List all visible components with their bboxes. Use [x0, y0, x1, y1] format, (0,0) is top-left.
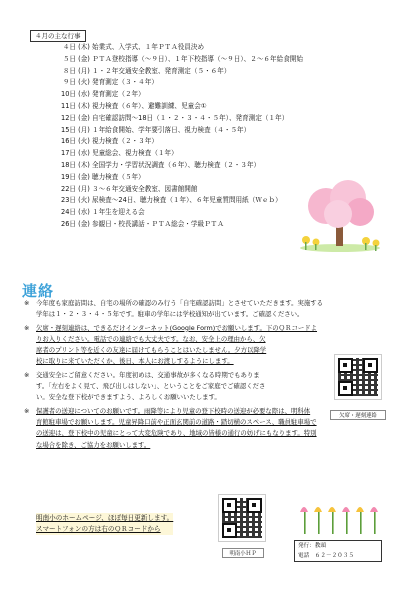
event-text: 全国学力・学習状況調査（６年）、聴力検査（２・３年） [92, 160, 261, 169]
event-date: ８日 [62, 66, 76, 75]
event-date: ９日 [62, 78, 76, 87]
homepage-qr-caption: 明南小ＨＰ [222, 548, 264, 558]
notice-line: 保護者の送迎についてのお願いです。雨降等により児童の登下校時の送迎が必要な際は、明科体 [36, 406, 311, 415]
event-date: 12日 [61, 113, 76, 122]
event-row [46, 89, 336, 101]
cherry-tree-illustration [296, 180, 384, 252]
event-weekday: (木) [78, 101, 90, 110]
event-weekday: (月) [78, 184, 90, 193]
event-date: ４日 [62, 43, 76, 51]
notice-mark: ※ [24, 370, 30, 379]
event-date: 17日 [61, 149, 76, 158]
absence-qr-caption: 欠席・遅刻連絡 [330, 410, 386, 420]
event-text: 尿検査～24日、聴力検査（１年）、６年児童質問用紙（Ｗｅｂ） [92, 196, 282, 205]
event-date: 22日 [61, 184, 76, 193]
event-date: 19日 [61, 172, 76, 181]
event-date: 11日 [61, 101, 76, 110]
event-date: 24日 [61, 208, 76, 217]
event-date: 10日 [61, 90, 76, 99]
event-date: 16日 [61, 137, 76, 146]
contact-issuer: 発行：教頭 [298, 543, 326, 549]
event-text: ＰＴＡ登校指導（～９日）、１年下校指導（～９日）、２～６年給食開始 [92, 54, 303, 63]
event-weekday: (金) [78, 172, 90, 181]
event-date: 18日 [61, 160, 76, 169]
notice-line: 校に取りに来ていただくか、後日、本人にお渡しするようにします。 [36, 357, 234, 366]
event-weekday: (水) [78, 149, 90, 158]
event-row [46, 77, 336, 89]
notice-mark: ※ [24, 406, 30, 415]
event-row [46, 160, 336, 172]
event-weekday: (金) [78, 113, 90, 122]
homepage-notice [36, 513, 173, 535]
events-list [46, 42, 336, 231]
notice-mark: ※ [24, 323, 30, 332]
event-weekday: (月) [78, 125, 90, 134]
event-text: １年生を迎える会 [92, 208, 145, 217]
notice-line: の送迎は、登下校中の児童にとって大変危険であり、地域の皆様の通行の妨げにもなります。特別 [36, 429, 317, 438]
event-row [46, 101, 336, 113]
event-weekday: (金) [78, 219, 90, 228]
event-row [46, 136, 336, 148]
event-row [46, 42, 336, 54]
event-text: 参観日・校長講話・ＰＴＡ総会・学級ＰＴＡ [92, 219, 224, 228]
event-text: ３～６年交通安全教室、図書館開館 [92, 184, 198, 193]
notice-line: 今年度も家庭訪問は、自宅の場所の確認のみ行う「自宅確認訪問」とさせていただきます。実施する [36, 299, 324, 307]
event-row [46, 172, 336, 184]
event-weekday: (金) [78, 54, 90, 63]
event-row [46, 207, 336, 219]
notice-line: 育館駐車場でお願いします。児童昇降口前や正面玄関前の道路・踏切横のスペース、職員駐車場で [36, 417, 317, 426]
event-text: 視力検査（６年）、避難訓練、児童会① [92, 101, 207, 110]
event-weekday: (水) [78, 208, 90, 217]
event-text: 聴力検査（５年） [92, 172, 145, 181]
event-weekday: (水) [78, 90, 90, 99]
event-row [46, 148, 336, 160]
homepage-qr-code[interactable] [218, 494, 266, 542]
contact-phone: 電話 ６２－２０３５ [298, 553, 354, 559]
event-row [46, 54, 336, 66]
notice-item [24, 298, 388, 321]
event-date: 26日 [61, 219, 76, 228]
event-row [46, 113, 336, 125]
event-weekday: (月) [78, 66, 90, 75]
event-date: 15日 [61, 125, 76, 134]
event-text: 発育測定（３・４年） [92, 78, 158, 87]
event-text: １年給食開始、学年要引落日、視力検査（４・５年） [92, 125, 251, 134]
event-text: 視力検査（２・３年） [92, 137, 158, 146]
absence-qr-code[interactable] [334, 354, 382, 400]
event-weekday: (火) [78, 137, 90, 146]
event-date: 23日 [61, 196, 76, 205]
notice-line: 席者のプリント等を近くの友達に届けてもらうことはいたしません。夕方以降学 [36, 346, 267, 355]
notice-line: りお入りください。電話での連絡でも大丈夫です。なお、安全上の理由から、欠 [36, 334, 266, 343]
notice-line: 交通安全にご留意ください。年度初めは、交通事故が多くなる時期でもありま [36, 370, 260, 379]
event-weekday: (木) [78, 160, 90, 169]
contact-box [294, 540, 382, 562]
event-weekday: (木) [78, 43, 90, 51]
notice-line: 欠席・遅刻連絡は、できるだけインターネット(Google Form)でお願いします。下のＱＲコードよ [36, 323, 318, 332]
event-text: 始業式、入学式、１年ＰＴＡ役員決め [92, 43, 205, 51]
event-date: ５日 [62, 54, 76, 63]
events-section-label: ４月の主な行事 [30, 30, 86, 42]
event-text: 自宅確認訪問～18日（１・２・３・４・５年）、発育測定（１年） [92, 113, 289, 122]
notice-line: い。安全な登下校ができますよう、よろしくお願いいたします。 [36, 393, 221, 402]
notice-mark: ※ [24, 299, 30, 307]
event-text: 発育測定（２年） [92, 90, 145, 99]
event-row [46, 184, 336, 196]
notice-line: な場合を除き、ご協力をお願いします。 [36, 440, 151, 449]
homepage-notice-line-2: スマートフォンの方は右のＱＲコードから [36, 525, 161, 533]
notices-heading: 連絡 [22, 282, 55, 300]
event-text: １・２年交通安全教室、発育測定（５・６年） [92, 66, 231, 75]
tulips-illustration [298, 500, 380, 534]
notice-line: す。「左右をよく見て、飛び出しはしない」、ということをご家庭でご確認くださ [36, 382, 266, 391]
notice-line: 学年は１・２・３・４・５年です。駐車の学年には学校通知が出ています。ご確認ください。 [36, 310, 304, 319]
event-weekday: (火) [78, 78, 90, 87]
event-text: 児童総会、視力検査（１年） [92, 149, 178, 158]
event-row [46, 219, 336, 231]
event-row [46, 66, 336, 78]
homepage-notice-line-1: 明南小のホームページ、ほぼ毎日更新します。 [36, 514, 174, 522]
event-row [46, 195, 336, 207]
event-row [46, 125, 336, 137]
event-weekday: (火) [78, 196, 90, 205]
